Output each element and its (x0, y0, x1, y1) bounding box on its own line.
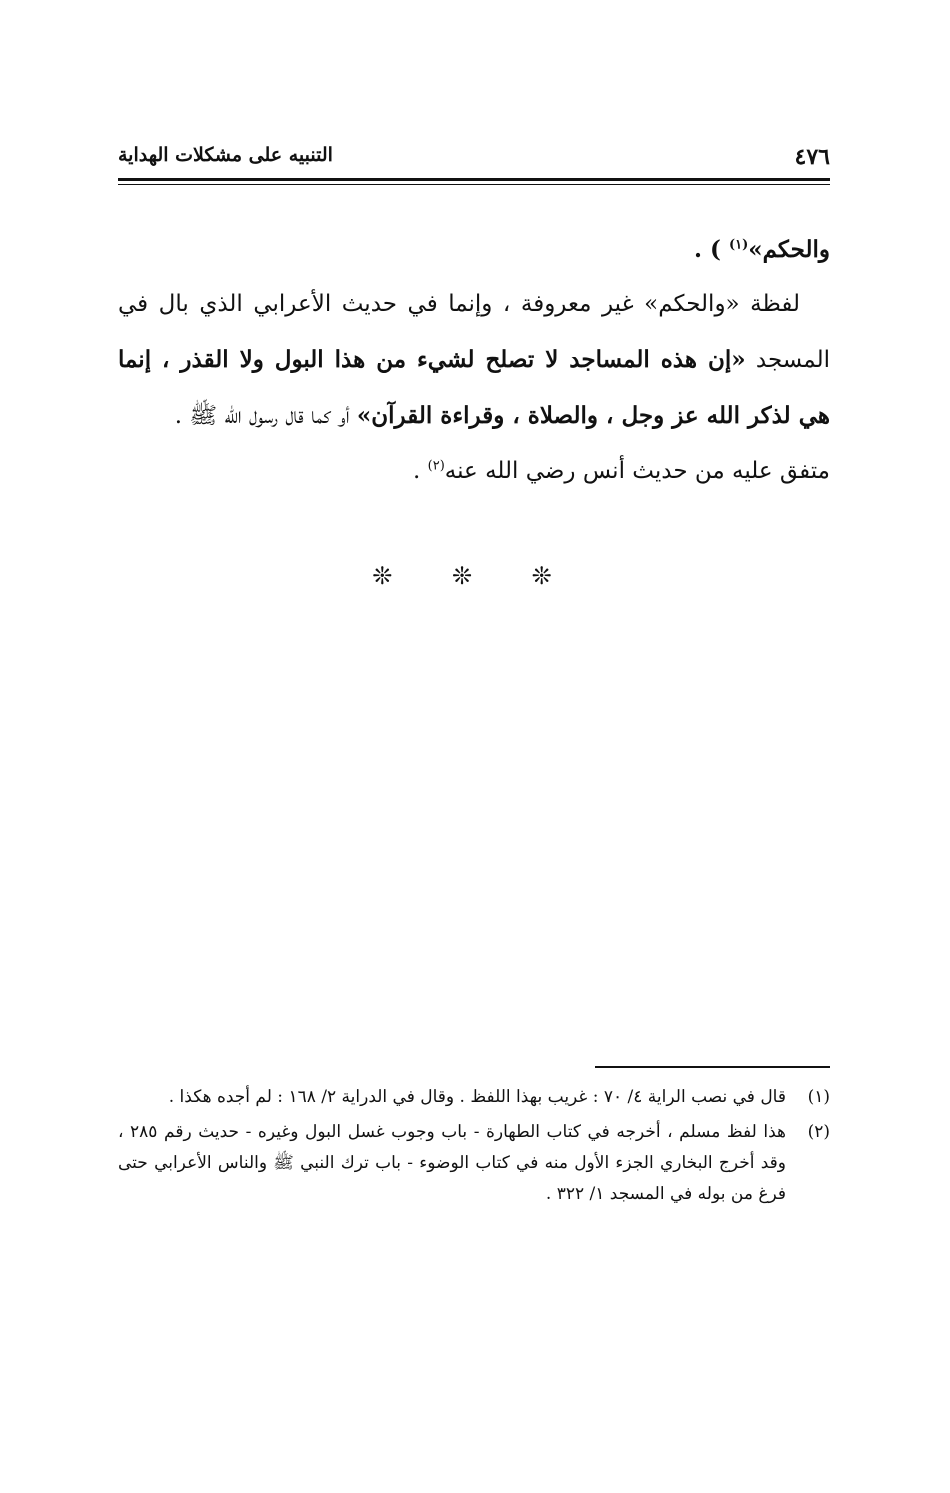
section-separator: ❊ ❊ ❊ (372, 562, 578, 590)
page-header (118, 140, 830, 176)
footnote-number: (١) (807, 1087, 830, 1107)
footnote-text: قال في نصب الراية ٤/ ٧٠ : غريب بهذا اللفظ . وقال في الدراية ٢/ ١٦٨ : لم أجده هكذا . (168, 1087, 786, 1107)
header-rule-thick (118, 178, 830, 181)
running-title: التنبيه على مشكلات الهداية (118, 144, 333, 166)
footnote-ref-2: (٢) (427, 458, 445, 474)
footnote-rule (595, 1066, 830, 1068)
paragraph-1-end: أو كما قال رسول الله ﷺ . (174, 403, 357, 429)
opening-line (118, 222, 830, 277)
hadith-quote: «إن هذه المساجد لا تصلح لشيء من هذا البول ولا القذر ، إنما هي لذكر الله عز وجل ، والصلاة ، وقراءة القرآن» (118, 346, 830, 429)
footnote-text: هذا لفظ مسلم ، أخرجه في كتاب الطهارة - باب وجوب غسل البول وغيره - حديث رقم ٢٨٥ ، وقد أخرج البخاري الجزء الأول منه في كتاب الوضوء - باب ترك النبي ﷺ والناس الأعرابي حتى فرغ من بوله في المسجد ١/ ٣٢٢ . (118, 1122, 786, 1204)
paragraph-2 (118, 444, 830, 499)
page-number: ٤٧٦ (794, 144, 830, 170)
main-text (118, 222, 830, 499)
footnote-2 (118, 1117, 830, 1210)
opening-word: والحكم» (748, 236, 830, 263)
footnote-number: (٢) (807, 1122, 830, 1142)
paragraph-2-tail: . (413, 458, 428, 484)
paragraph-1 (118, 277, 830, 444)
paragraph-1-intro: لفظة «والحكم» غير معروفة ، وإنما في حديث الأعرابي الذي بال في المسجد (118, 291, 830, 373)
footnote-ref-1: (١) (728, 237, 749, 253)
paragraph-2-text: متفق عليه من حديث أنس رضي الله عنه (444, 458, 830, 484)
footnote-1 (118, 1082, 830, 1113)
opening-tail: ) . (694, 236, 729, 263)
header-rule-thin (118, 184, 830, 185)
footnotes (118, 1082, 830, 1214)
